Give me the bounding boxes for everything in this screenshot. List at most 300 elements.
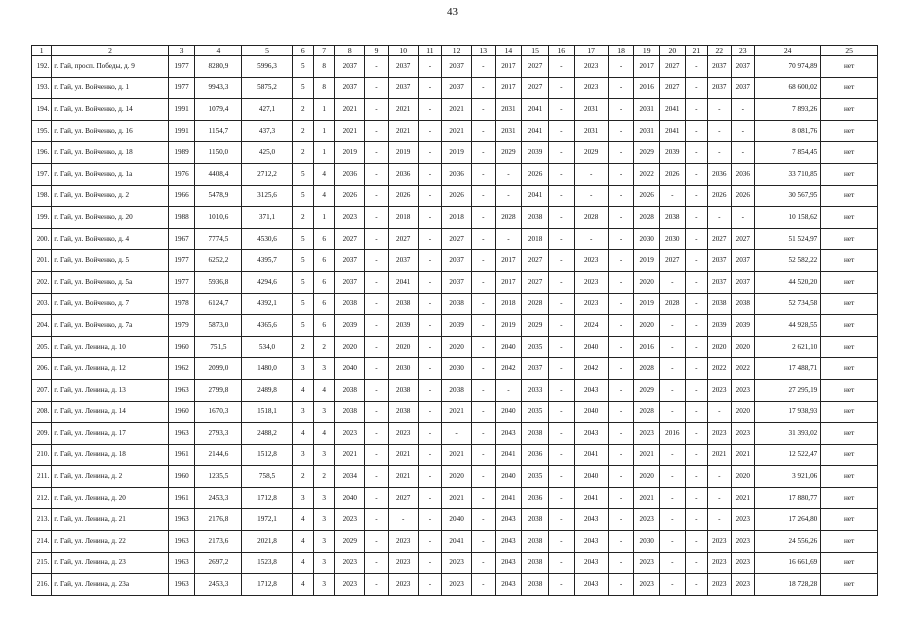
table-cell: - <box>472 444 496 466</box>
table-cell: - <box>685 487 707 509</box>
table-cell: 2040 <box>574 466 608 488</box>
table-cell: 2040 <box>495 466 522 488</box>
cost-cell: 7 893,26 <box>755 99 821 121</box>
table-cell: 2023 <box>574 293 608 315</box>
table-cell: - <box>472 315 496 337</box>
column-header-3: 3 <box>168 46 195 56</box>
column-header-2: 2 <box>52 46 168 56</box>
table-cell: 1977 <box>168 56 195 78</box>
table-cell: 2029 <box>634 379 660 401</box>
table-cell: 2038 <box>522 423 549 445</box>
table-cell: 2022 <box>731 358 755 380</box>
table-cell: - <box>685 358 707 380</box>
table-row <box>32 509 878 531</box>
table-cell: - <box>472 487 496 509</box>
address-cell: г. Гай, ул. Войченко, д. 5а <box>52 271 168 293</box>
table-cell: 2033 <box>522 379 549 401</box>
table-cell: - <box>472 293 496 315</box>
table-cell: 2020 <box>708 336 732 358</box>
table-cell: 2026 <box>388 185 418 207</box>
table-cell: - <box>548 574 574 596</box>
table-cell: 3 <box>313 574 334 596</box>
table-cell: - <box>731 142 755 164</box>
table-cell: - <box>472 185 496 207</box>
row-number: 215. <box>32 552 52 574</box>
table-cell: - <box>472 509 496 531</box>
table-cell: - <box>685 423 707 445</box>
address-cell: г. Гай, просп. Победы, д. 9 <box>52 56 168 78</box>
table-cell: 2023 <box>731 552 755 574</box>
table-cell: - <box>472 250 496 272</box>
table-cell: 1079,4 <box>195 99 242 121</box>
table-cell: 2019 <box>495 315 522 337</box>
address-cell: г. Гай, ул. Войченко, д. 1а <box>52 163 168 185</box>
table-cell: 2031 <box>574 120 608 142</box>
table-cell: - <box>608 315 634 337</box>
table-cell: 2023 <box>708 531 732 553</box>
table-cell: 5 <box>292 77 313 99</box>
table-cell: - <box>472 120 496 142</box>
table-cell: 2021 <box>731 487 755 509</box>
cost-cell: 17 938,93 <box>755 401 821 423</box>
row-number: 198. <box>32 185 52 207</box>
column-header-1: 1 <box>32 46 52 56</box>
table-cell: 2038 <box>522 552 549 574</box>
table-cell: - <box>548 487 574 509</box>
table-cell: 5 <box>292 271 313 293</box>
table-cell: - <box>418 77 442 99</box>
table-cell: 1960 <box>168 336 195 358</box>
table-cell: - <box>472 77 496 99</box>
table-cell: 2041 <box>495 444 522 466</box>
table-row <box>32 77 878 99</box>
table-cell: - <box>685 509 707 531</box>
table-cell: 1966 <box>168 185 195 207</box>
table-cell: 2027 <box>442 228 472 250</box>
table-cell: 2038 <box>335 293 365 315</box>
table-cell: 2036 <box>388 163 418 185</box>
address-cell: г. Гай, ул. Ленина, д. 12 <box>52 358 168 380</box>
table-cell: 2041 <box>574 444 608 466</box>
table-cell: - <box>418 444 442 466</box>
status-cell: нет <box>821 423 878 445</box>
table-cell: 2038 <box>522 207 549 229</box>
table-cell: 2043 <box>495 552 522 574</box>
table-cell: - <box>365 163 389 185</box>
table-cell: 2 <box>292 207 313 229</box>
table-cell: - <box>660 358 686 380</box>
column-header-4: 4 <box>195 46 242 56</box>
table-cell: - <box>574 185 608 207</box>
table-cell: 2031 <box>574 99 608 121</box>
table-cell: 6 <box>313 315 334 337</box>
table-cell: 2027 <box>522 77 549 99</box>
table-cell: 2030 <box>660 228 686 250</box>
table-cell: 2023 <box>335 574 365 596</box>
column-header-7: 7 <box>313 46 334 56</box>
table-cell: - <box>608 336 634 358</box>
table-cell: - <box>708 487 732 509</box>
table-cell: 2037 <box>708 56 732 78</box>
table-cell: 1988 <box>168 207 195 229</box>
table-cell: 2026 <box>634 185 660 207</box>
column-header-11: 11 <box>418 46 442 56</box>
table-cell: 1518,1 <box>242 401 292 423</box>
table-cell: 2041 <box>388 271 418 293</box>
address-cell: г. Гай, ул. Войченко, д. 5 <box>52 250 168 272</box>
table-cell: - <box>660 185 686 207</box>
address-cell: г. Гай, ул. Войченко, д. 7а <box>52 315 168 337</box>
status-cell: нет <box>821 552 878 574</box>
table-cell: 751,5 <box>195 336 242 358</box>
cost-cell: 68 600,02 <box>755 77 821 99</box>
row-number: 211. <box>32 466 52 488</box>
table-cell: 8 <box>313 56 334 78</box>
table-cell: 2041 <box>522 99 549 121</box>
cost-cell: 33 710,85 <box>755 163 821 185</box>
table-cell: 2038 <box>442 379 472 401</box>
address-cell: г. Гай, ул. Войченко, д. 7 <box>52 293 168 315</box>
table-cell: 2 <box>292 120 313 142</box>
table-row <box>32 336 878 358</box>
table-cell: - <box>495 163 522 185</box>
table-row <box>32 142 878 164</box>
table-cell: 6 <box>313 228 334 250</box>
table-cell: 2037 <box>442 271 472 293</box>
table-cell: 2 <box>313 336 334 358</box>
table-cell: 2488,2 <box>242 423 292 445</box>
table-cell: - <box>472 379 496 401</box>
table-cell: - <box>548 56 574 78</box>
table-cell: 2039 <box>731 315 755 337</box>
table-cell: 2040 <box>335 487 365 509</box>
table-cell: - <box>660 552 686 574</box>
table-cell: - <box>548 77 574 99</box>
table-cell: - <box>472 142 496 164</box>
table-cell: 2041 <box>660 120 686 142</box>
table-cell: 2037 <box>708 271 732 293</box>
column-header-23: 23 <box>731 46 755 56</box>
table-cell: - <box>608 509 634 531</box>
table-cell: 3 <box>292 401 313 423</box>
table-cell: 2038 <box>388 293 418 315</box>
table-cell: 2017 <box>495 271 522 293</box>
table-cell: 2038 <box>522 574 549 596</box>
table-cell: - <box>731 99 755 121</box>
table-cell: - <box>548 228 574 250</box>
table-cell: 2037 <box>442 56 472 78</box>
table-cell: - <box>365 379 389 401</box>
table-cell: - <box>365 358 389 380</box>
table-cell: - <box>660 509 686 531</box>
table-cell: 2027 <box>522 271 549 293</box>
table-cell: 2023 <box>708 423 732 445</box>
table-cell: 2035 <box>522 401 549 423</box>
table-cell: - <box>418 509 442 531</box>
table-cell: 6124,7 <box>195 293 242 315</box>
table-cell: 2031 <box>634 120 660 142</box>
table-cell: - <box>685 466 707 488</box>
table-cell: 2017 <box>495 56 522 78</box>
table-cell: 2036 <box>731 163 755 185</box>
table-cell: 2176,8 <box>195 509 242 531</box>
table-cell: 1512,8 <box>242 444 292 466</box>
table-cell: - <box>548 120 574 142</box>
cost-cell: 30 567,95 <box>755 185 821 207</box>
table-cell: - <box>685 336 707 358</box>
table-cell: 2018 <box>495 293 522 315</box>
table-cell: - <box>418 56 442 78</box>
table-cell: - <box>418 271 442 293</box>
table-cell: 2 <box>313 466 334 488</box>
address-cell: г. Гай, ул. Войченко, д. 2 <box>52 185 168 207</box>
table-cell: 4 <box>292 509 313 531</box>
table-cell: 1960 <box>168 401 195 423</box>
column-header-6: 6 <box>292 46 313 56</box>
column-header-9: 9 <box>365 46 389 56</box>
table-cell: 2028 <box>634 358 660 380</box>
cost-cell: 8 081,76 <box>755 120 821 142</box>
table-cell: 2018 <box>522 228 549 250</box>
table-cell: 2026 <box>335 185 365 207</box>
table-cell: 2037 <box>335 250 365 272</box>
table-cell: 2037 <box>442 250 472 272</box>
table-row <box>32 99 878 121</box>
table-cell: 2027 <box>335 228 365 250</box>
table-cell: - <box>608 444 634 466</box>
table-cell: 371,1 <box>242 207 292 229</box>
table-cell: 1150,0 <box>195 142 242 164</box>
table-cell: - <box>472 574 496 596</box>
table-cell: 2029 <box>634 142 660 164</box>
table-cell: - <box>548 379 574 401</box>
table-cell: - <box>708 207 732 229</box>
table-cell: 1962 <box>168 358 195 380</box>
table-cell: 2021 <box>388 120 418 142</box>
table-cell: 2023 <box>335 552 365 574</box>
row-number: 192. <box>32 56 52 78</box>
table-cell: 534,0 <box>242 336 292 358</box>
table-cell: 5 <box>292 228 313 250</box>
table-cell: - <box>608 120 634 142</box>
table-cell: - <box>660 336 686 358</box>
table-cell: 2043 <box>574 423 608 445</box>
table-cell: - <box>365 552 389 574</box>
status-cell: нет <box>821 99 878 121</box>
table-cell: 2 <box>292 466 313 488</box>
table-cell: 2031 <box>495 120 522 142</box>
table-cell: 2030 <box>634 228 660 250</box>
table-cell: 2021 <box>388 466 418 488</box>
table-cell: 2021 <box>442 401 472 423</box>
table-cell: - <box>548 315 574 337</box>
table-cell: 2023 <box>708 574 732 596</box>
table-cell: - <box>660 466 686 488</box>
row-number: 200. <box>32 228 52 250</box>
table-cell: - <box>418 315 442 337</box>
table-cell: 1961 <box>168 444 195 466</box>
table-cell: 2043 <box>495 531 522 553</box>
table-cell: 2023 <box>388 552 418 574</box>
table-cell: - <box>418 228 442 250</box>
table-cell: 2038 <box>522 531 549 553</box>
table-row <box>32 444 878 466</box>
table-cell: - <box>685 185 707 207</box>
table-cell: - <box>365 56 389 78</box>
table-cell: 2034 <box>335 466 365 488</box>
status-cell: нет <box>821 509 878 531</box>
table-cell: - <box>548 250 574 272</box>
table-cell: 427,1 <box>242 99 292 121</box>
table-cell: - <box>685 271 707 293</box>
table-cell: 2026 <box>660 163 686 185</box>
table-cell: - <box>685 142 707 164</box>
table-cell: 2028 <box>574 207 608 229</box>
table-row <box>32 207 878 229</box>
table-cell: 2020 <box>388 336 418 358</box>
table-cell: 1 <box>313 207 334 229</box>
table-cell: 2023 <box>731 379 755 401</box>
table-cell: 2037 <box>731 271 755 293</box>
table-cell: 2016 <box>634 77 660 99</box>
table-cell: 5478,9 <box>195 185 242 207</box>
table-cell: 2023 <box>335 509 365 531</box>
table-cell: 2036 <box>335 163 365 185</box>
table-cell: 2037 <box>388 77 418 99</box>
table-cell: 2021 <box>442 487 472 509</box>
table-cell: 2022 <box>708 358 732 380</box>
table-cell: - <box>660 444 686 466</box>
table-cell: 4 <box>292 531 313 553</box>
cost-cell: 7 854,45 <box>755 142 821 164</box>
table-cell: - <box>365 99 389 121</box>
table-cell: 2037 <box>388 56 418 78</box>
table-cell: 2023 <box>442 574 472 596</box>
table-cell: 2035 <box>522 336 549 358</box>
table-cell: 2017 <box>634 56 660 78</box>
table-cell: - <box>608 56 634 78</box>
table-cell: - <box>472 401 496 423</box>
table-cell: 1979 <box>168 315 195 337</box>
table-cell: - <box>685 315 707 337</box>
table-cell: - <box>418 336 442 358</box>
table-cell: - <box>608 271 634 293</box>
table-cell: 1977 <box>168 77 195 99</box>
table-cell: - <box>548 271 574 293</box>
table-row <box>32 487 878 509</box>
table-cell: - <box>708 401 732 423</box>
table-cell: 2021 <box>708 444 732 466</box>
table-cell: 2030 <box>634 531 660 553</box>
table-cell: - <box>685 379 707 401</box>
table-cell: - <box>685 531 707 553</box>
status-cell: нет <box>821 315 878 337</box>
table-cell: 3 <box>313 401 334 423</box>
address-cell: г. Гай, ул. Ленина, д. 21 <box>52 509 168 531</box>
table-cell: 2023 <box>731 423 755 445</box>
table-cell: 1991 <box>168 99 195 121</box>
table-cell: 2018 <box>442 207 472 229</box>
table-body <box>32 56 878 596</box>
cost-cell: 24 556,26 <box>755 531 821 553</box>
table-row <box>32 423 878 445</box>
table-cell: - <box>365 466 389 488</box>
table-cell: - <box>365 77 389 99</box>
row-number: 194. <box>32 99 52 121</box>
table-cell: 2037 <box>708 77 732 99</box>
cost-cell: 31 393,02 <box>755 423 821 445</box>
table-cell: 2027 <box>388 487 418 509</box>
table-cell: - <box>472 228 496 250</box>
table-cell: - <box>548 207 574 229</box>
table-cell: 2043 <box>574 379 608 401</box>
table-cell: - <box>608 379 634 401</box>
table-cell: - <box>495 185 522 207</box>
table-cell: 2016 <box>634 336 660 358</box>
table-cell: - <box>608 552 634 574</box>
table-cell: 2017 <box>495 250 522 272</box>
table-cell: - <box>472 163 496 185</box>
status-cell: нет <box>821 56 878 78</box>
table-cell: - <box>365 423 389 445</box>
table-cell: 2027 <box>660 77 686 99</box>
column-header-25: 25 <box>821 46 878 56</box>
table-cell: 2026 <box>442 185 472 207</box>
table-cell: 2021 <box>442 120 472 142</box>
column-header-15: 15 <box>522 46 549 56</box>
table-cell: - <box>418 574 442 596</box>
cost-cell: 44 928,55 <box>755 315 821 337</box>
table-cell: - <box>472 207 496 229</box>
table-cell: - <box>608 531 634 553</box>
table-row <box>32 271 878 293</box>
table-cell: 2036 <box>708 163 732 185</box>
status-cell: нет <box>821 271 878 293</box>
table-cell: 2023 <box>634 509 660 531</box>
table-cell: - <box>685 56 707 78</box>
column-header-17: 17 <box>574 46 608 56</box>
table-cell: 2038 <box>660 207 686 229</box>
address-cell: г. Гай, ул. Ленина, д. 14 <box>52 401 168 423</box>
table-cell: - <box>548 423 574 445</box>
table-row <box>32 315 878 337</box>
table-cell: 2038 <box>335 379 365 401</box>
column-number-row <box>32 46 878 56</box>
status-cell: нет <box>821 207 878 229</box>
table-cell: - <box>472 99 496 121</box>
table-cell: - <box>472 466 496 488</box>
table-cell: 2017 <box>495 77 522 99</box>
table-cell: 2023 <box>634 574 660 596</box>
address-cell: г. Гай, ул. Войченко, д. 18 <box>52 142 168 164</box>
table-cell: 2018 <box>388 207 418 229</box>
status-cell: нет <box>821 77 878 99</box>
table-cell: 2043 <box>495 574 522 596</box>
table-cell: - <box>608 185 634 207</box>
table-cell: 2041 <box>660 99 686 121</box>
table-cell: 6252,2 <box>195 250 242 272</box>
table-cell: 9943,3 <box>195 77 242 99</box>
table-cell: 2016 <box>660 423 686 445</box>
status-cell: нет <box>821 466 878 488</box>
column-header-13: 13 <box>472 46 496 56</box>
table-cell: 1960 <box>168 466 195 488</box>
table-cell: 2453,3 <box>195 487 242 509</box>
table-cell: 1154,7 <box>195 120 242 142</box>
table-cell: 1961 <box>168 487 195 509</box>
table-cell: - <box>660 271 686 293</box>
table-cell: 2029 <box>495 142 522 164</box>
